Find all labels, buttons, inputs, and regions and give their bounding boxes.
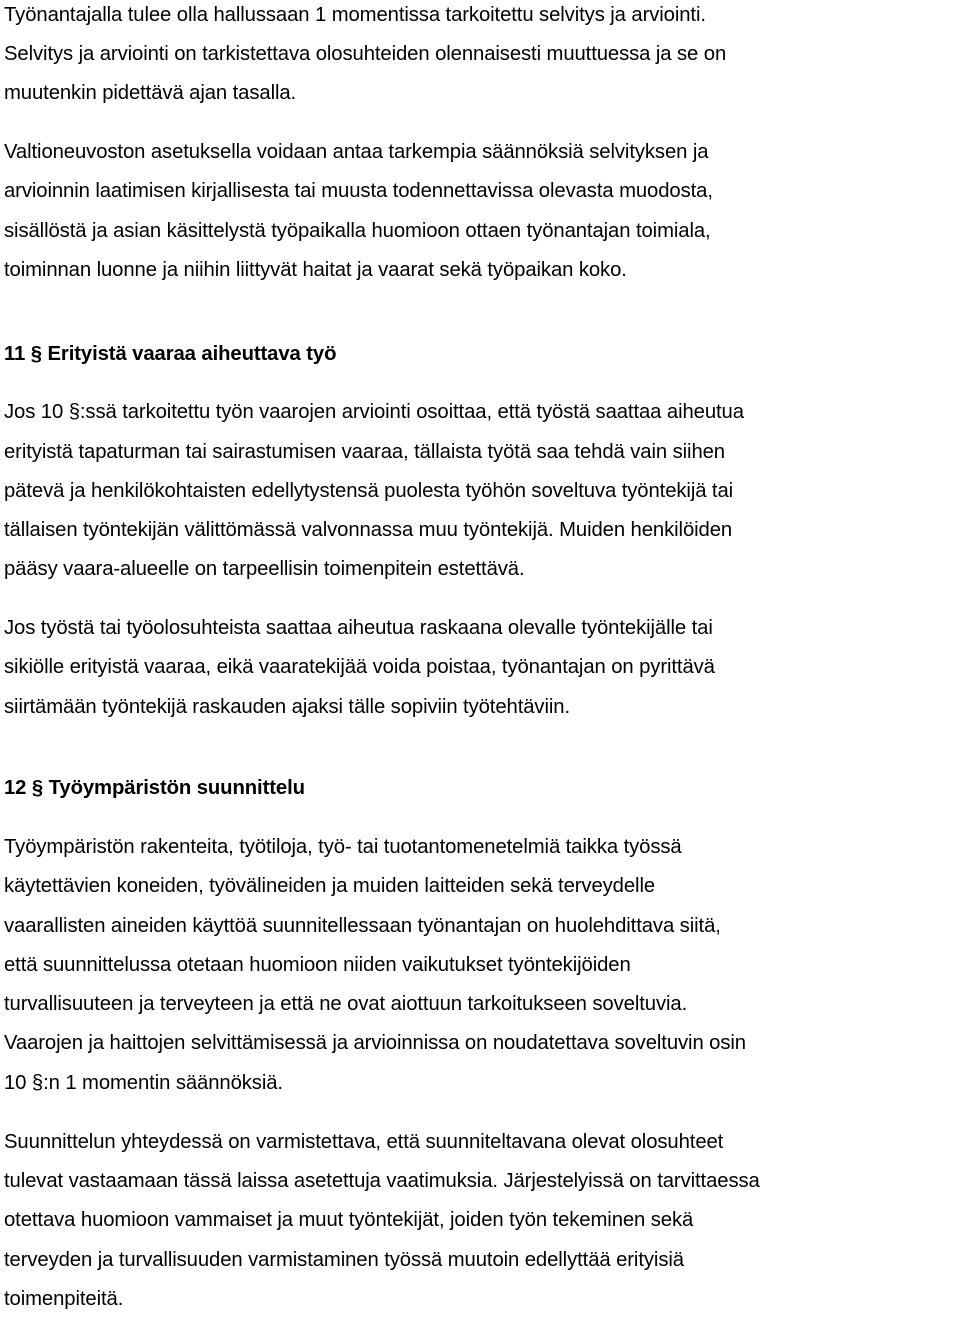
text-line: arvioinnin laatimisen kirjallisesta tai muusta todennettavissa olevasta muodosta, bbox=[4, 180, 713, 202]
text-line: Vaarojen ja haittojen selvittämisessä ja arvioinnissa on noudatettava soveltuvin osin bbox=[4, 1032, 746, 1054]
text-line: toiminnan luonne ja niihin liittyvät haitat ja vaarat sekä työpaikan koko. bbox=[4, 259, 627, 281]
text-line: Jos työstä tai työolosuhteista saattaa aiheutua raskaana olevalle työntekijälle tai bbox=[4, 617, 713, 639]
text-line: otettava huomioon vammaiset ja muut työntekijät, joiden työn tekeminen sekä bbox=[4, 1209, 694, 1231]
text-line: turvallisuuteen ja terveyteen ja että ne ovat aiottuun tarkoitukseen soveltuvia. bbox=[4, 993, 688, 1015]
text-line: erityistä tapaturman tai sairastumisen vaaraa, tällaista työtä saa tehdä vain siihen bbox=[4, 441, 725, 463]
text-line: Selvitys ja arviointi on tarkistettava olosuhteiden olennaisesti muuttuessa ja se on bbox=[4, 43, 727, 65]
text-line: Työnantajalla tulee olla hallussaan 1 momentissa tarkoitettu selvitys ja arviointi. bbox=[4, 4, 706, 26]
text-line: 10 §:n 1 momentin säännöksiä. bbox=[4, 1072, 283, 1094]
text-line: terveyden ja turvallisuuden varmistaminen työssä muutoin edellyttää erityisiä bbox=[4, 1249, 684, 1271]
section-heading-12: 12 § Työympäristön suunnittelu bbox=[4, 777, 305, 799]
text-line: Jos 10 §:ssä tarkoitettu työn vaarojen arviointi osoittaa, että työstä saattaa aiheutua bbox=[4, 401, 744, 423]
text-line: sikiölle erityistä vaaraa, eikä vaaratekijää voida poistaa, työnantajan on pyrittävä bbox=[4, 656, 715, 678]
text-line: käytettävien koneiden, työvälineiden ja muiden laitteiden sekä terveydelle bbox=[4, 875, 656, 897]
text-line: Työympäristön rakenteita, työtiloja, työ- tai tuotantomenetelmiä taikka työssä bbox=[4, 836, 682, 858]
text-line: Suunnittelun yhteydessä on varmistettava, että suunniteltavana olevat olosuhteet bbox=[4, 1131, 724, 1153]
text-line: vaarallisten aineiden käyttöä suunnitellessaan työnantajan on huolehdittava siitä, bbox=[4, 915, 721, 937]
text-line: siirtämään työntekijä raskauden ajaksi tälle sopiviin työtehtäviin. bbox=[4, 696, 570, 718]
text-line: Valtioneuvoston asetuksella voidaan antaa tarkempia säännöksiä selvityksen ja bbox=[4, 141, 709, 163]
section-heading-11: 11 § Erityistä vaaraa aiheuttava työ bbox=[4, 343, 337, 365]
text-line: sisällöstä ja asian käsittelystä työpaikalla huomioon ottaen työnantajan toimiala, bbox=[4, 220, 711, 242]
text-line: muutenkin pidettävä ajan tasalla. bbox=[4, 82, 297, 104]
text-line: toimenpiteitä. bbox=[4, 1288, 124, 1310]
text-line: tällaisen työntekijän välittömässä valvonnassa muu työntekijä. Muiden henkilöiden bbox=[4, 519, 733, 541]
text-line: tulevat vastaamaan tässä laissa asetettuja vaatimuksia. Järjestelyissä on tarvittaessa bbox=[4, 1170, 760, 1192]
text-line: pääsy vaara-alueelle on tarpeellisin toimenpitein estettävä. bbox=[4, 558, 525, 580]
text-line: pätevä ja henkilökohtaisten edellytystensä puolesta työhön soveltuva työntekijä tai bbox=[4, 480, 734, 502]
text-line: että suunnittelussa otetaan huomioon niiden vaikutukset työntekijöiden bbox=[4, 954, 631, 976]
